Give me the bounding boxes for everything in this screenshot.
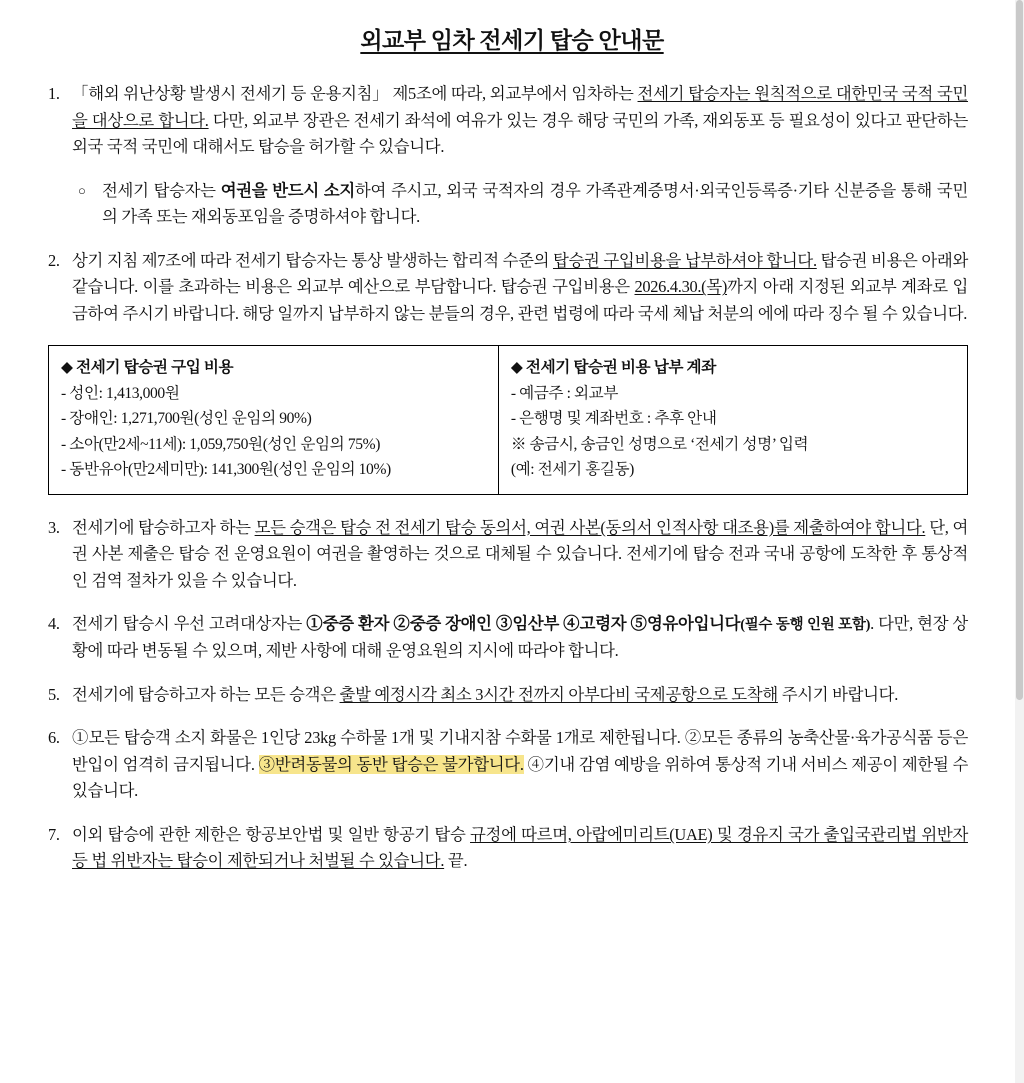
clause-5 (48, 682, 968, 709)
clause-1-seg-1: 전세기 탑승자는 원칙적으로 대한민국 국적 국민을 대상으로 합니다. (72, 84, 969, 130)
clause-5-seg-2: 주시기 바랍니다. (777, 684, 899, 704)
clause-5-seg-1: 출발 예정시각 최소 3시간 전까지 아부다비 국제공항으로 도착해 (339, 684, 778, 704)
clause-1-marker: 1. (48, 84, 60, 103)
clause-4-text (72, 611, 968, 664)
clause-7-seg-2: 끝. (444, 851, 468, 871)
clause-6-marker: 6. (48, 728, 60, 748)
clause-3-seg-2: 단, 여권 사본 제출은 탑승 전 운영요원이 여권을 촬영하는 것으로 대체될 수 있습니다. 전세기에 탑승 전과 국내 공항에 도착한 후 통상적인 검역 절차가 있을 수 있습니다. (72, 517, 968, 590)
clause-3-seg-1: 모든 승객은 탑승 전 전세기 탑승 동의서, 여권 사본(동의서 인적사항 대조용)를 제출하여야 합니다. (254, 517, 926, 537)
clause-6-seg-2: ④기내 감염 예방을 위하여 통상적 기내 서비스 제공이 제한될 수 있습니다. (72, 754, 969, 801)
clause-4-seg-2: (필수 동행 인원 포함) (740, 617, 871, 634)
clause-2-seg-1: 탑승권 구입비용을 납부하셔야 합니다. (552, 250, 817, 270)
clause-7-text (72, 822, 968, 875)
account-column-heading: ◆ 전세기 탑승권 비용 납부 계좌 (510, 358, 716, 376)
clause-5-text (72, 682, 968, 709)
clause-7 (48, 822, 968, 875)
clause-7-marker: 7. (48, 824, 60, 844)
clause-6 (48, 725, 968, 805)
clause-1 (48, 81, 968, 161)
clause-2-seg-2: 탑승권 비용은 아래와 같습니다. 이를 초과하는 비용은 외교부 예산으로 부담합니다. 탑승권 구입비용은 (72, 250, 968, 297)
fee-line-child: - 소아(만2세~11세): 1,059,750원(성인 운임의 75%) (61, 435, 380, 453)
clause-5-marker: 5. (48, 684, 60, 704)
clause-4 (48, 611, 968, 664)
clause-1-subitem (78, 178, 968, 231)
clause-2-seg-0: 상기 지침 제7조에 따라 전세기 탑승자는 통상 발생하는 합리적 수준의 (72, 250, 553, 270)
fee-line-disabled: - 장애인: 1,271,700원(성인 운임의 90%) (61, 410, 312, 428)
clause-2-seg-3: 2026.4.30.(목) (634, 277, 728, 297)
fee-column (49, 346, 499, 494)
account-line-holder: - 예금주 : 외교부 (510, 385, 619, 403)
account-column (499, 346, 967, 494)
clause-1-subitem-text (102, 178, 968, 231)
fee-line-adult: - 성인: 1,413,000원 (61, 385, 180, 403)
clause-3-marker: 3. (48, 517, 60, 537)
clause-7-seg-0: 이외 탑승에 관한 제한은 항공보안법 및 일반 항공기 탑승 (72, 824, 471, 844)
clause-1-text (72, 81, 968, 161)
clause-1-subitem-marker: ○ (78, 182, 86, 198)
clause-4-seg-0: 전세기 탑승시 우선 고려대상자는 (72, 614, 307, 634)
clause-1-subitem-seg-2: 하여 주시고, 외국 국적자의 경우 가족관계증명서·외국인등록증·기타 신분증을 통해 국민의 가족 또는 재외동포임을 증명하셔야 합니다. (102, 180, 968, 227)
vertical-scrollbar[interactable] (1015, 0, 1024, 1083)
account-line-bank: - 은행명 및 계좌번호 : 추후 안내 (510, 410, 717, 428)
fee-and-account-box (48, 345, 968, 495)
account-line-note: ※ 송금시, 송금인 성명으로 ‘전세기 성명’ 입력 (510, 435, 809, 453)
document-body (30, 81, 994, 328)
clause-6-text (72, 725, 968, 805)
clause-4-marker: 4. (48, 614, 60, 634)
clause-1-subitem-seg-0: 전세기 탑승자는 (102, 180, 221, 200)
clause-1-seg-0: 「해외 위난상황 발생시 전세기 등 운용지침」 제5조에 따라, 외교부에서 임차하는 (72, 84, 638, 103)
clause-7-seg-1: 규정에 따르며, 아랍에미리트(UAE) 및 경유지 국가 출입국관리법 위반자 등 법 위반자는 탑승이 제한되거나 처벌될 수 있습니다. (72, 824, 968, 871)
clause-4-seg-3: . 다만, 현장 상황에 따라 변동될 수 있으며, 제반 사항에 대해 운영요원의 지시에 따라야 합니다. (72, 614, 968, 660)
clause-1-subitem-seg-1: 여권을 반드시 소지 (220, 180, 355, 200)
clause-3 (48, 515, 968, 595)
fee-line-infant: - 동반유아(만2세미만): 141,300원(성인 운임의 10%) (61, 461, 391, 479)
document-body-continued (30, 515, 994, 875)
clause-1-seg-2: 다만, 외교부 장관은 전세기 좌석에 여유가 있는 경우 해당 국민의 가족, 재외동포 등 필요성이 있다고 판단하는 외국 국적 국민에 대해서도 탑승을 허가할 수 있습니다. (72, 110, 968, 157)
clause-3-seg-0: 전세기에 탑승하고자 하는 (72, 517, 255, 537)
clause-2-seg-4: 까지 아래 지정된 외교부 계좌로 입금하여 주시기 바랍니다. 해당 일까지 납부하지 않는 분들의 경우, 관련 법령에 따라 국세 체납 처분의 에에 따라 징수 될 수 있습니다. (72, 277, 968, 324)
clause-2 (48, 248, 968, 328)
clause-6-highlight: ③반려동물의 동반 탑승은 불가합니다. (258, 754, 524, 774)
clause-2-marker: 2. (48, 250, 60, 270)
clause-2-text (72, 248, 968, 328)
account-line-example: (예: 전세기 홍길동) (510, 461, 634, 479)
clause-4-seg-1: ①중증 환자 ②중증 장애인 ③임산부 ④고령자 ⑤영유아입니다 (306, 614, 741, 634)
clause-5-seg-0: 전세기에 탑승하고자 하는 모든 승객은 (72, 684, 340, 704)
clause-3-text (72, 515, 968, 595)
scrollbar-thumb[interactable] (1016, 0, 1023, 700)
page-title: 외교부 임차 전세기 탑승 안내문 (360, 28, 664, 53)
fee-column-heading: ◆ 전세기 탑승권 구입 비용 (61, 358, 234, 376)
clause-6-seg-0: ①모든 탑승객 소지 화물은 1인당 23kg 수하물 1개 및 기내지참 수화물 1개로 제한됩니다. ②모든 종류의 농축산물·육가공식품 등은 반입이 엄격히 금지됩니다. (72, 728, 968, 774)
